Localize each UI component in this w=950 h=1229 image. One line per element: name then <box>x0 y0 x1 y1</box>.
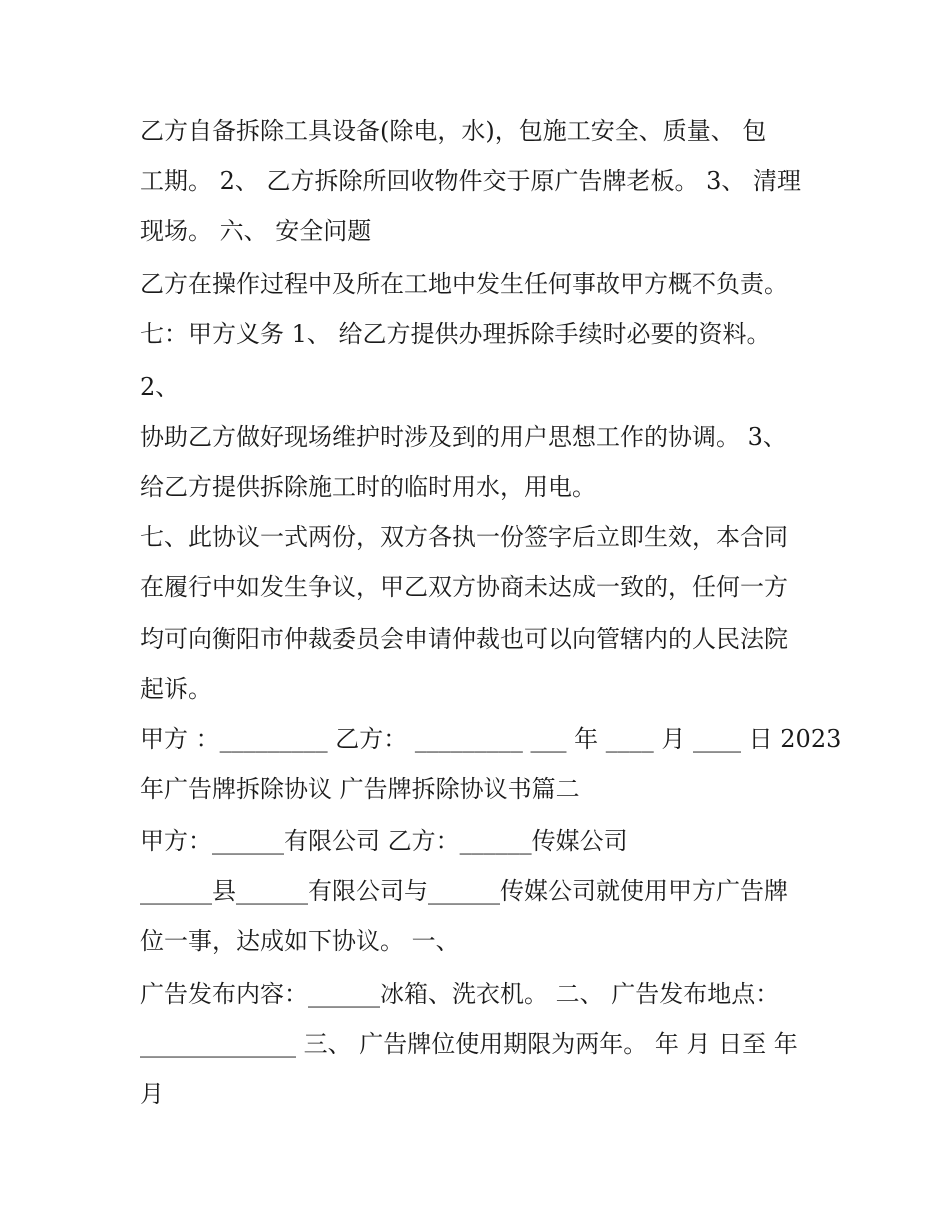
text-line: 协助乙方做好现场维护时涉及到的用户思想工作的协调。 3、 <box>140 423 787 451</box>
text-line: 在履行中如发生争议，甲乙双方协商未达成一致的，任何一方 <box>140 573 788 601</box>
text-line: 均可向衡阳市仲裁委员会申请仲裁也可以向管辖内的人民法院 <box>140 625 788 653</box>
text-line: 乙方在操作过程中及所在工地中发生任何事故甲方概不负责。 <box>140 270 788 298</box>
text-line: 广告发布内容：______冰箱、洗衣机。 二、 广告发布地点： <box>140 980 780 1008</box>
text-line: 月 <box>140 1080 164 1108</box>
text-line: 2、 <box>140 373 180 401</box>
text-line: 甲方：______有限公司 乙方：______传媒公司 <box>140 827 628 855</box>
text-line: ______县______有限公司与______传媒公司就使用甲方广告牌 <box>140 877 788 905</box>
text-line: 七、此协议一式两份，双方各执一份签字后立即生效，本合同 <box>140 523 788 551</box>
text-line: 甲方 ：_________ 乙方： _________ ___ 年 ____ 月 ____ 日 2023 <box>140 725 842 753</box>
text-line: 位一事，达成如下协议。 一、 <box>140 927 460 955</box>
text-line: 七：甲方义务 1、 给乙方提供办理拆除手续时必要的资料。 <box>140 320 771 348</box>
text-line: 现场。 六、 安全问题 <box>140 217 372 245</box>
text-line: 年广告牌拆除协议 广告牌拆除协议书篇二 <box>140 775 580 803</box>
text-line: 起诉。 <box>140 675 212 703</box>
text-line: _____________ 三、 广告牌位使用期限为两年。 年 月 日至 年 <box>140 1030 798 1058</box>
text-line: 给乙方提供拆除施工时的临时用水，用电。 <box>140 473 596 501</box>
text-line: 工期。 2、 乙方拆除所回收物件交于原广告牌老板。 3、 清理 <box>140 167 802 195</box>
text-line: 乙方自备拆除工具设备(除电，水)，包施工安全、质量、 包 <box>140 117 767 145</box>
